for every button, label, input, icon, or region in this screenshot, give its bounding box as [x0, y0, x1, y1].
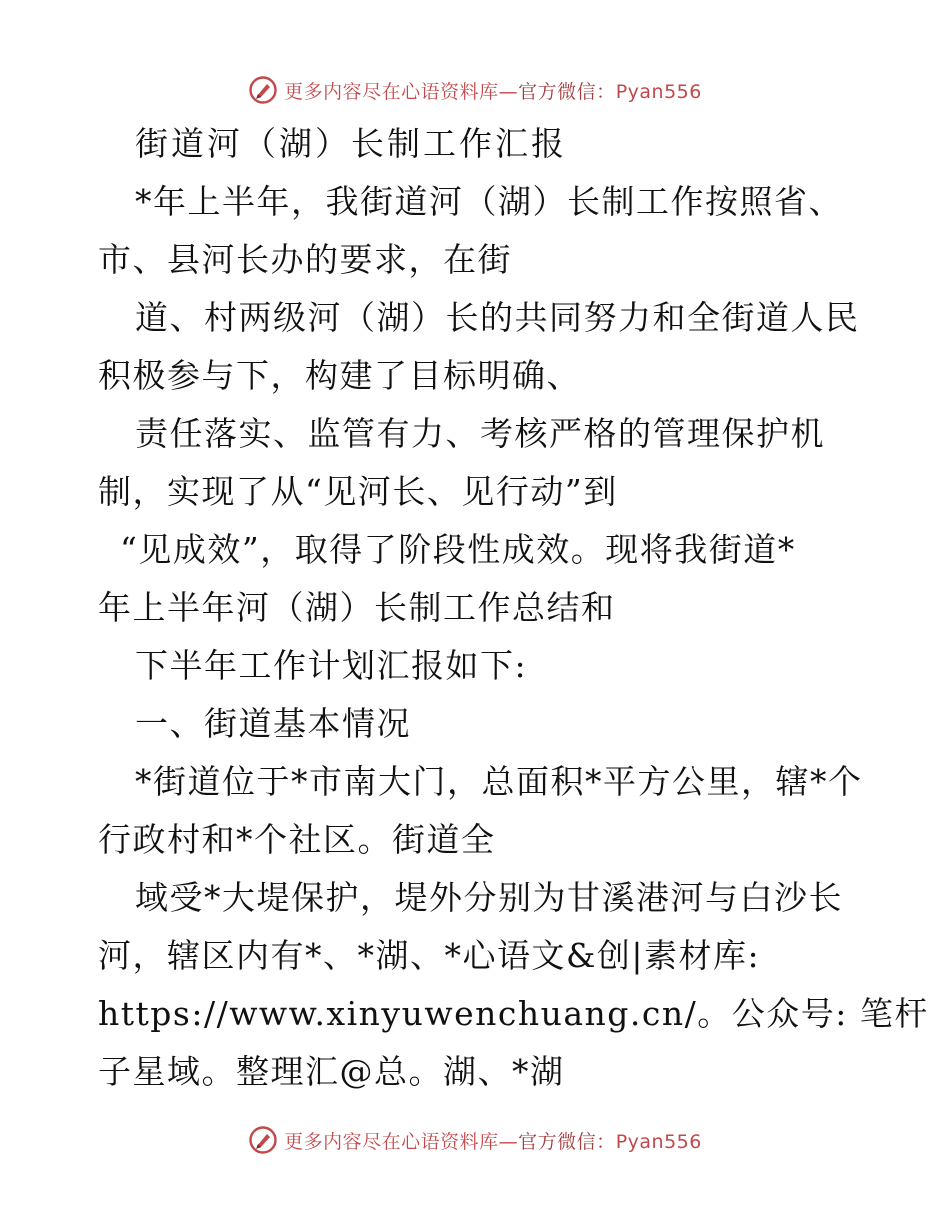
watermark-wechat-id: Pyan556	[615, 80, 702, 103]
watermark-wechat-label: 官方微信：	[518, 1130, 616, 1153]
watermark-banner-top	[0, 70, 950, 110]
paragraph-line: 域受*大堤保护，堤外分别为甘溪港河与白沙长	[135, 878, 843, 917]
paragraph-line: “见成效”，取得了阶段性成效。现将我街道*	[120, 530, 796, 569]
paragraph-line: *年上半年，我街道河（湖）长制工作按照省、	[135, 182, 843, 221]
watermark-text	[284, 1127, 702, 1154]
paragraph-line: *街道位于*市南大门，总面积*平方公里，辖*个	[135, 762, 863, 801]
watermark-brand: 更多内容尽在心语资料库	[284, 1130, 499, 1153]
watermark-wechat-label: 官方微信：	[518, 80, 616, 103]
watermark-text	[284, 77, 702, 104]
paragraph-line: 道、村两级河（湖）长的共同努力和全街道人民	[135, 298, 860, 337]
section-heading: 一、街道基本情况	[135, 704, 411, 743]
watermark-separator: —	[498, 80, 519, 103]
watermark-brand: 更多内容尽在心语资料库	[284, 80, 499, 103]
paragraph-line: 河，辖区内有*、*湖、*心语文&创|素材库:	[98, 936, 761, 975]
paragraph-line: 制，实现了从“见河长、见行动”到	[98, 472, 618, 511]
brand-logo-icon	[248, 1125, 278, 1155]
paragraph-line: 责任落实、监管有力、考核严格的管理保护机	[135, 414, 825, 453]
paragraph-line: 积极参与下，构建了目标明确、	[98, 356, 581, 395]
document-title: 街道河（湖）长制工作汇报	[135, 124, 567, 163]
paragraph-line: 行政村和*个社区。街道全	[98, 820, 496, 859]
paragraph-line: 子星域。整理汇@总。湖、*湖	[98, 1052, 565, 1091]
watermark-wechat-id: Pyan556	[615, 1130, 702, 1153]
paragraph-line-url: https://www.xinyuwenchuang.cn/。公众号: 笔杆	[98, 994, 929, 1033]
watermark-banner-bottom	[0, 1120, 950, 1160]
paragraph-line: 市、县河长办的要求，在街	[98, 240, 512, 279]
paragraph-line: 年上半年河（湖）长制工作总结和	[98, 588, 616, 627]
watermark-separator: —	[498, 1130, 519, 1153]
paragraph-line: 下半年工作计划汇报如下:	[135, 646, 528, 685]
brand-logo-icon	[248, 75, 278, 105]
